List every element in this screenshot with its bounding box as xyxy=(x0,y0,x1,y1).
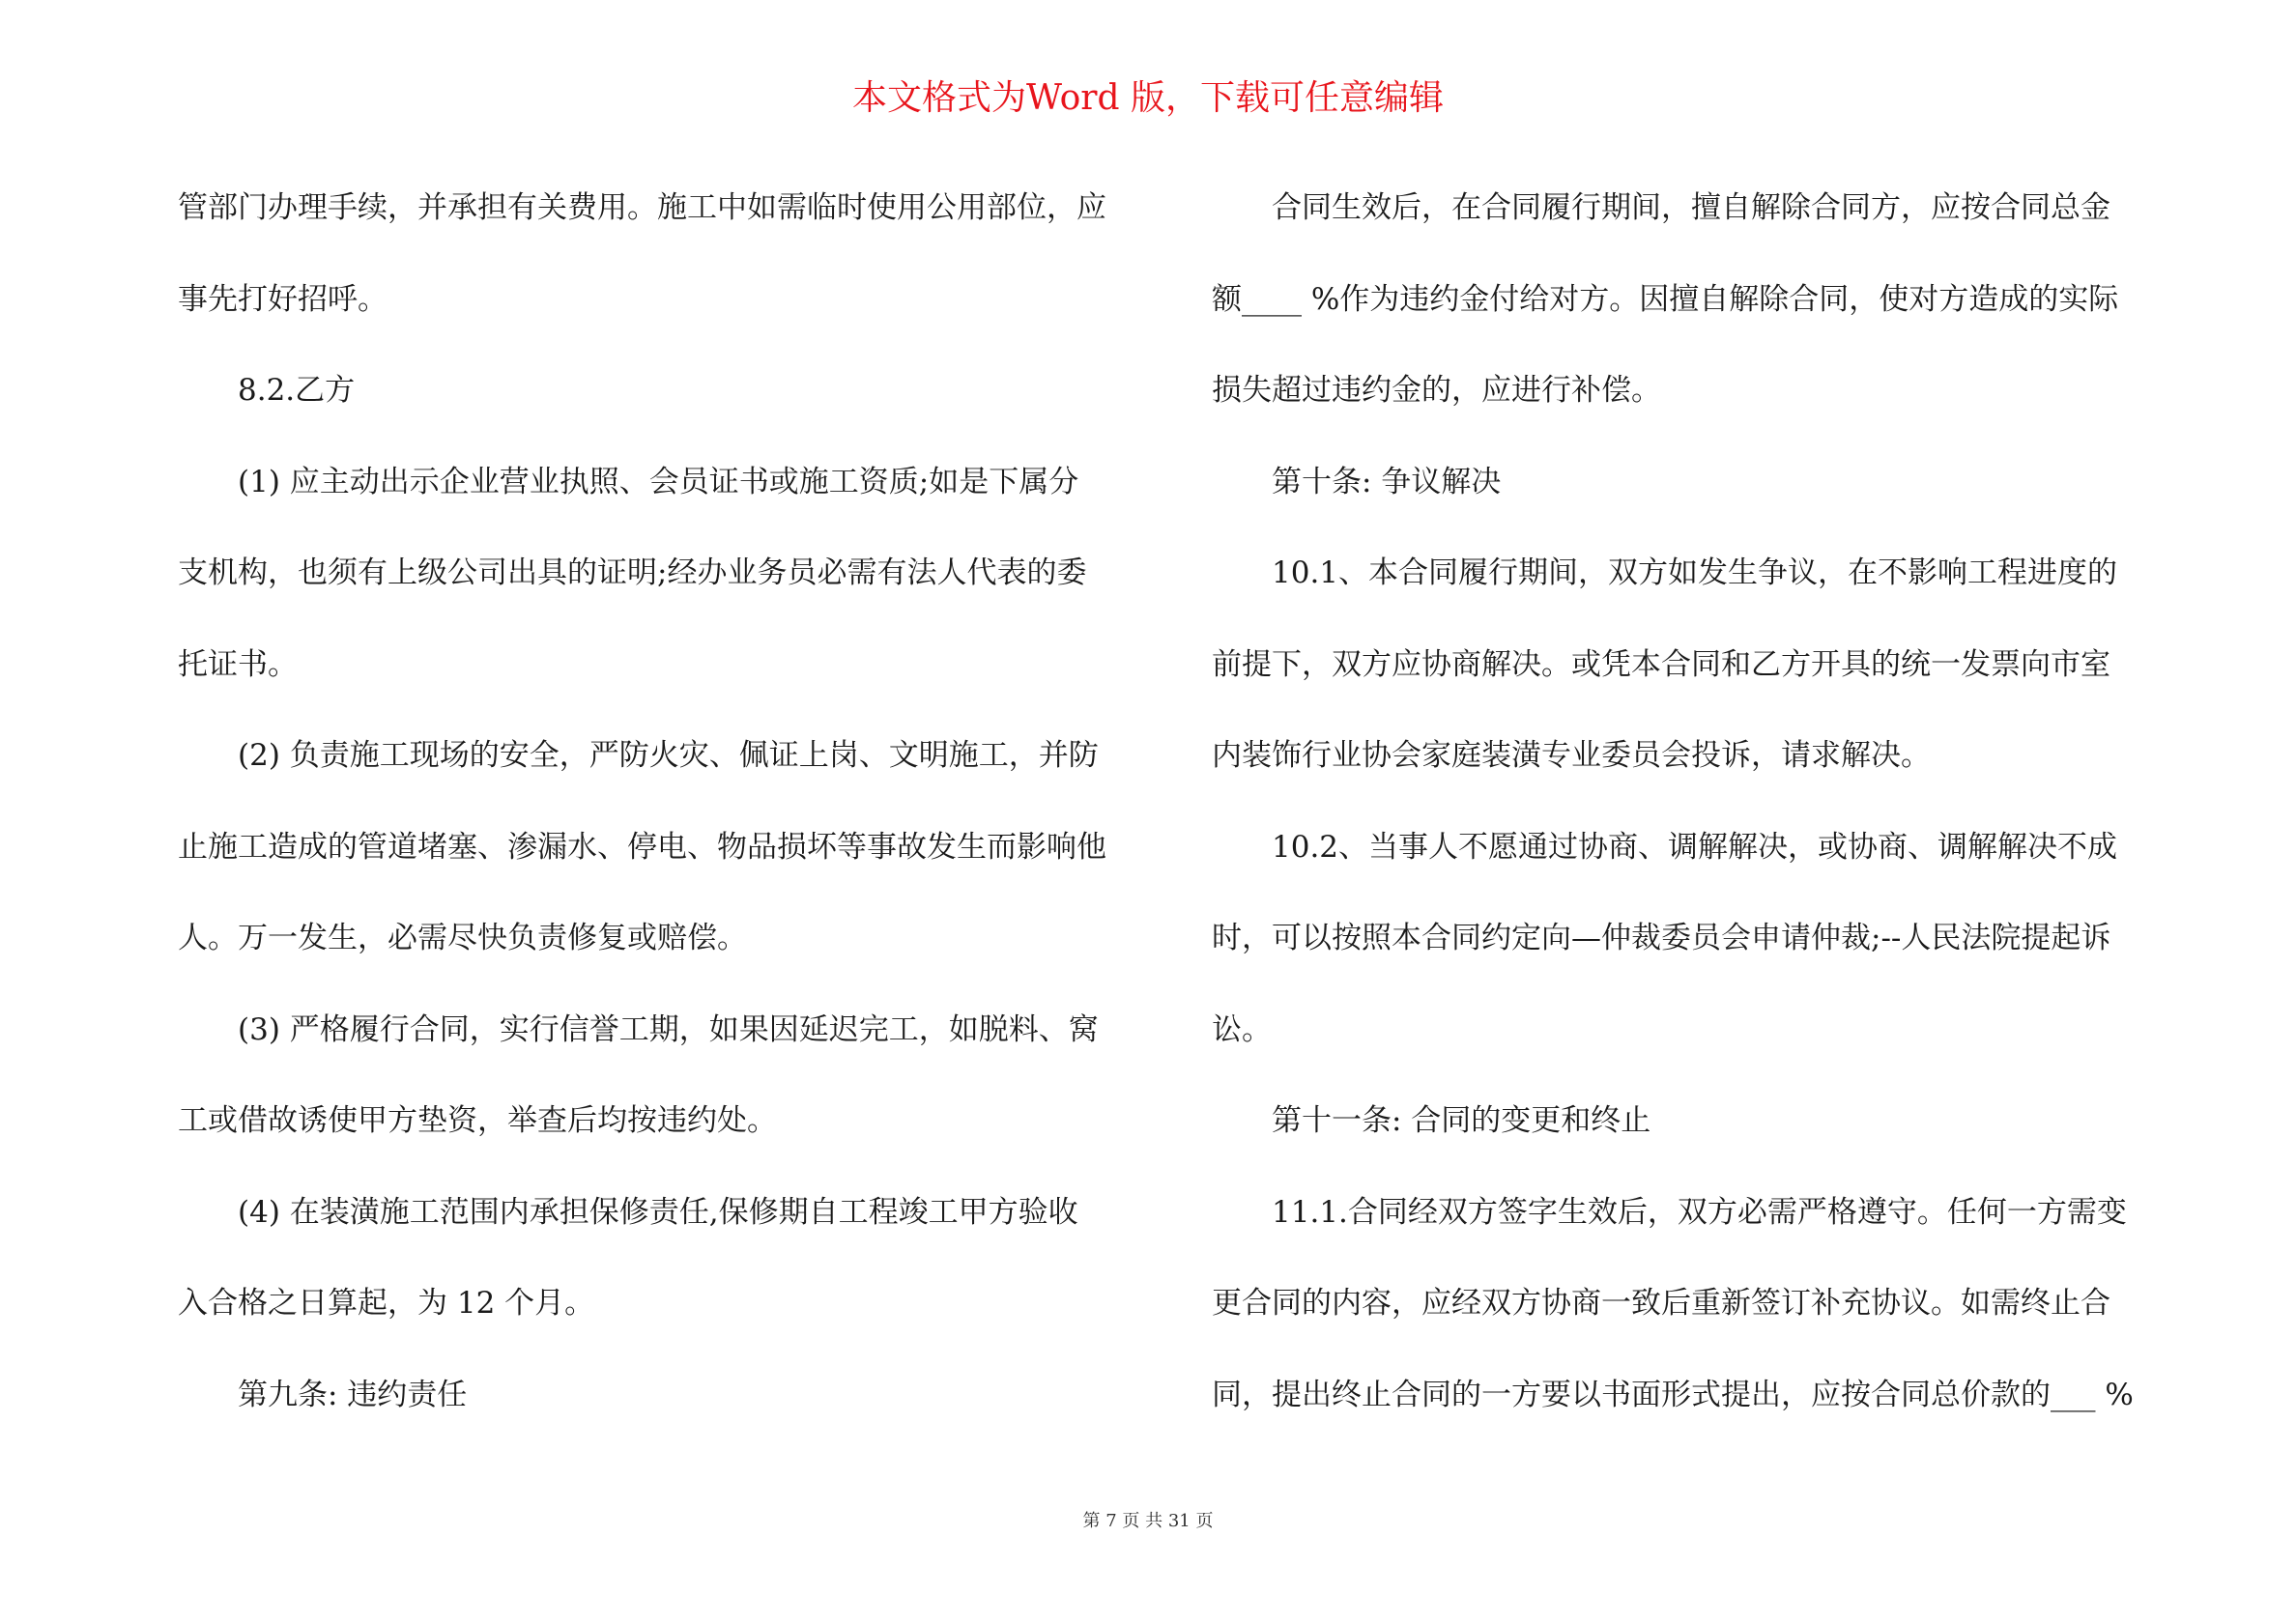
text-line: 工或借故诱使甲方垫资，举查后均按违约处。 xyxy=(178,1103,777,1138)
text-line: 10.1、本合同履行期间，双方如发生争议，在不影响工程进度的 xyxy=(1272,555,2118,590)
text-line: 10.2、当事人不愿通过协商、调解解决，或协商、调解解决不成 xyxy=(1272,829,2118,865)
text-line: 第十条: 争议解决 xyxy=(1272,464,1502,499)
text-line: 事先打好招呼。 xyxy=(178,281,387,317)
text-line: 入合格之日算起，为 12 个月。 xyxy=(178,1286,595,1321)
document-banner: 本文格式为Word 版，下载可任意编辑 xyxy=(852,78,1444,118)
text-line: 讼。 xyxy=(1212,1011,1272,1047)
text-line: 第十一条: 合同的变更和终止 xyxy=(1272,1103,1651,1138)
text-line: 时，可以按照本合同约定向—仲裁委员会申请仲裁;--人民法院提起诉 xyxy=(1212,921,2111,955)
page-number-footer: 第 7 页 共 31 页 xyxy=(1082,1511,1214,1531)
text-line: 内装饰行业协会家庭装潢专业委员会投诉，请求解决。 xyxy=(1212,738,1931,773)
text-line: (2) 负责施工现场的安全，严防火灾、佩证上岗、文明施工，并防 xyxy=(238,738,1099,773)
text-line: 托证书。 xyxy=(178,646,298,682)
text-line: 更合同的内容，应经双方协商一致后重新签订补充协议。如需终止合 xyxy=(1212,1286,2110,1321)
text-line: 8.2.乙方 xyxy=(238,373,356,408)
text-line: 管部门办理手续，并承担有关费用。施工中如需临时使用公用部位，应 xyxy=(178,190,1106,225)
right-column xyxy=(1212,162,2168,1440)
text-line: 支机构，也须有上级公司出具的证明;经办业务员必需有法人代表的委 xyxy=(178,555,1087,590)
text-line: 损失超过违约金的，应进行补偿。 xyxy=(1212,373,1661,408)
text-line: 同，提出终止合同的一方要以书面形式提出，应按合同总价款的___ % xyxy=(1212,1377,2134,1412)
left-column xyxy=(178,162,1134,1440)
text-line: 人。万一发生，必需尽快负责修复或赔偿。 xyxy=(178,921,747,955)
text-line: 合同生效后，在合同履行期间，擅自解除合同方，应按合同总金 xyxy=(1272,190,2110,225)
text-line: 额____ %作为违约金付给对方。因擅自解除合同，使对方造成的实际 xyxy=(1212,281,2119,317)
text-line: (3) 严格履行合同，实行信誉工期，如果因延迟完工，如脱料、窝 xyxy=(238,1011,1099,1047)
text-line: 止施工造成的管道堵塞、渗漏水、停电、物品损坏等事故发生而影响他 xyxy=(178,829,1106,865)
text-line: 11.1.合同经双方签字生效后，双方必需严格遵守。任何一方需变 xyxy=(1272,1194,2127,1230)
text-line: (4) 在装潢施工范围内承担保修责任,保修期自工程竣工甲方验收 xyxy=(238,1194,1078,1230)
text-line: 第九条: 违约责任 xyxy=(238,1377,468,1412)
text-line: 前提下，双方应协商解决。或凭本合同和乙方开具的统一发票向市室 xyxy=(1212,646,2110,682)
text-line: (1) 应主动出示企业营业执照、会员证书或施工资质;如是下属分 xyxy=(238,464,1079,499)
